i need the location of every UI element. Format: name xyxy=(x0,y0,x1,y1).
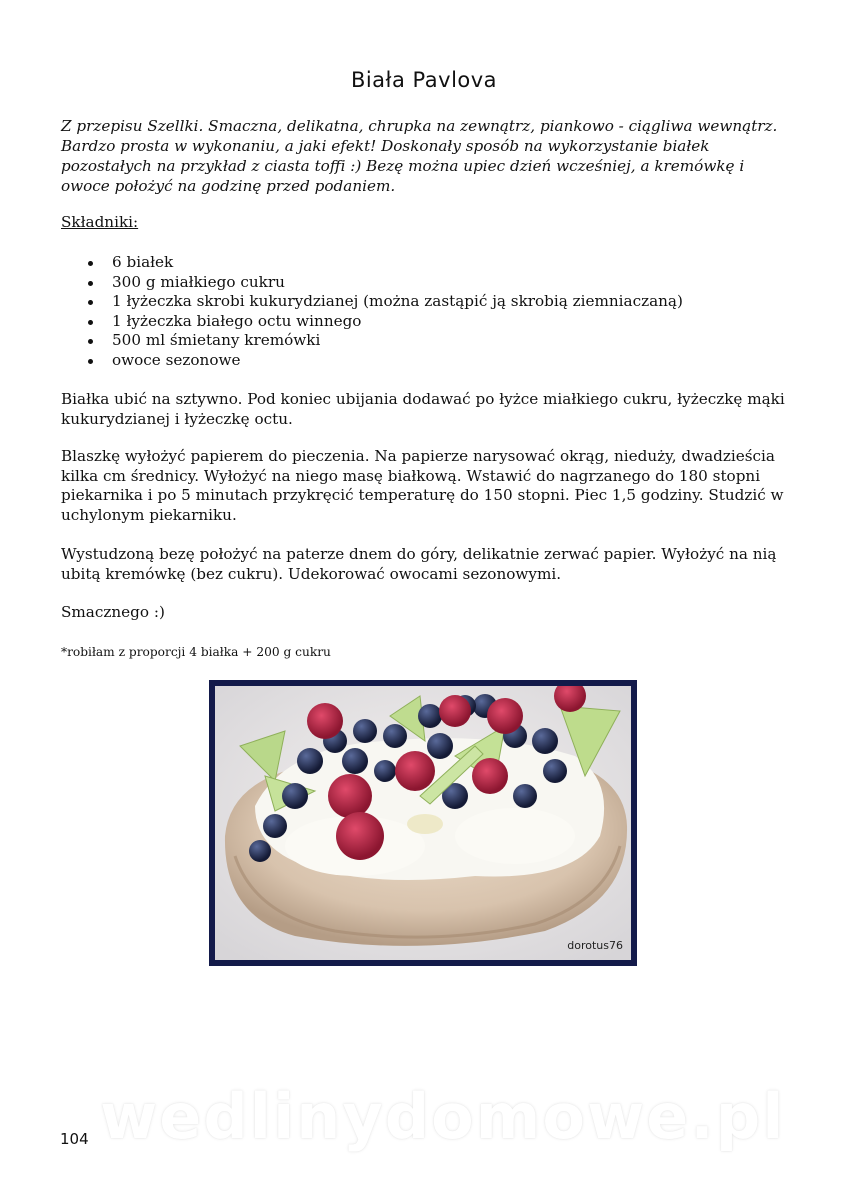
ingredient-item: 6 białek xyxy=(61,253,791,273)
closing-text: Smacznego :) xyxy=(61,603,165,621)
ingredient-item: 500 ml śmietany kremówki xyxy=(61,331,791,351)
ingredient-item: 1 łyżeczka skrobi kukurydzianej (można zastąpić ją skrobią ziemniaczaną) xyxy=(61,292,791,312)
ingredient-item: 300 g miałkiego cukru xyxy=(61,273,791,293)
footnote: *robiłam z proporcji 4 białka + 200 g cukru xyxy=(61,645,331,659)
ingredient-item: owoce sezonowe xyxy=(61,351,791,371)
page-title: Biała Pavlova xyxy=(350,68,498,92)
pavlova-photo xyxy=(209,680,637,966)
step-paragraph: Wystudzoną bezę położyć na paterze dnem do góry, delikatnie zerwać papier. Wyłożyć na nią ubitą kremówkę (bez cukru). Udekorować owocami sezonowymi. xyxy=(61,545,777,583)
step-paragraph: Blaszkę wyłożyć papierem do pieczenia. Na papierze narysować okrąg, nieduży, dwadzieścia kilka cm średnicy. Wyłożyć na niego masę białkową. Wstawić do nagrzanego do 180 stopni piekarnika i po 5 minutach przykręcić temperaturę do 150 stopni. Piec 1,5 godziny. Studzić w uchylonym piekarniku. xyxy=(61,447,784,524)
ingredient-item: 1 łyżeczka białego octu winnego xyxy=(61,312,791,332)
step-paragraph: Białka ubić na sztywno. Pod koniec ubijania dodawać po łyżce miałkiego cukru, łyżeczkę mąki kukurydzianej i łyżeczkę octu. xyxy=(61,390,785,428)
ingredients-heading: Składniki: xyxy=(61,213,139,231)
pavlova-illustration xyxy=(215,686,631,960)
page-number: 104 xyxy=(60,1130,89,1148)
photo-credit: dorotus76 xyxy=(567,939,623,952)
intro-text: Z przepisu Szellki. Smaczna, delikatna, chrupka na zewnątrz, piankowo - ciągliwa wewnątrz. Bardzo prosta w wykonaniu, a jaki efekt! Doskonały sposób na wykorzystanie białek pozostałych na przykład z ciasta toffi :) Bezę można upiec dzień wcześniej, a kremówkę i owoce położyć na godzinę przed podaniem. xyxy=(61,117,778,195)
watermark: wedlinydomowe.pl xyxy=(100,1080,786,1153)
ingredients-list xyxy=(61,253,791,370)
